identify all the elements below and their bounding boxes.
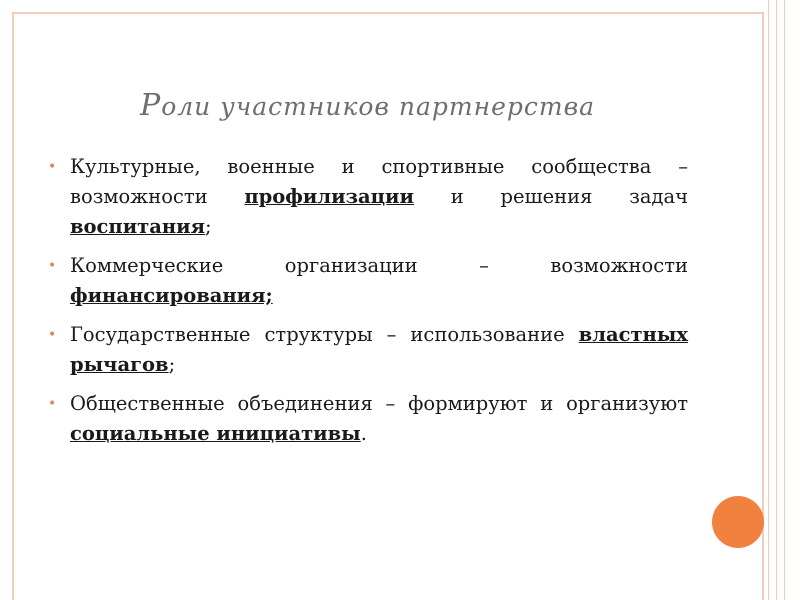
bullet-icon: • — [48, 258, 57, 274]
item-text: Государственные структуры – использование — [70, 323, 579, 346]
bullet-icon: • — [48, 327, 57, 343]
bullet-item — [48, 320, 688, 380]
decorative-circle — [712, 496, 764, 548]
item-text: ; — [168, 353, 176, 376]
bullet-item — [48, 389, 688, 449]
emphasized-text: профилизации — [244, 185, 414, 208]
right-border-line-1 — [768, 0, 769, 600]
emphasized-text: властных рычагов — [70, 323, 688, 376]
bullet-list — [48, 152, 688, 458]
bullet-icon: • — [48, 396, 57, 412]
emphasized-text: финансирования; — [70, 284, 273, 307]
right-border-line-2 — [776, 0, 777, 600]
item-text: ; — [205, 215, 212, 238]
item-text: и решения задач — [413, 185, 688, 208]
title-rest: оли участников партнерства — [161, 92, 596, 121]
item-text: Коммерческие организации – возможности — [70, 254, 688, 277]
emphasized-text: социальные инициативы — [70, 422, 361, 445]
emphasized-text: воспитания — [70, 215, 206, 238]
bullet-item — [48, 251, 688, 311]
slide-title — [140, 88, 700, 123]
item-text: Культурные, военные и спортивные сообщества – возможности — [70, 155, 688, 208]
bullet-icon: • — [48, 159, 57, 175]
bullet-item — [48, 152, 688, 242]
title-capital: Р — [140, 88, 162, 123]
item-text: Общественные объединения – формируют и организуют — [70, 392, 688, 415]
right-border-line-3 — [784, 0, 785, 600]
item-text: . — [360, 422, 367, 445]
